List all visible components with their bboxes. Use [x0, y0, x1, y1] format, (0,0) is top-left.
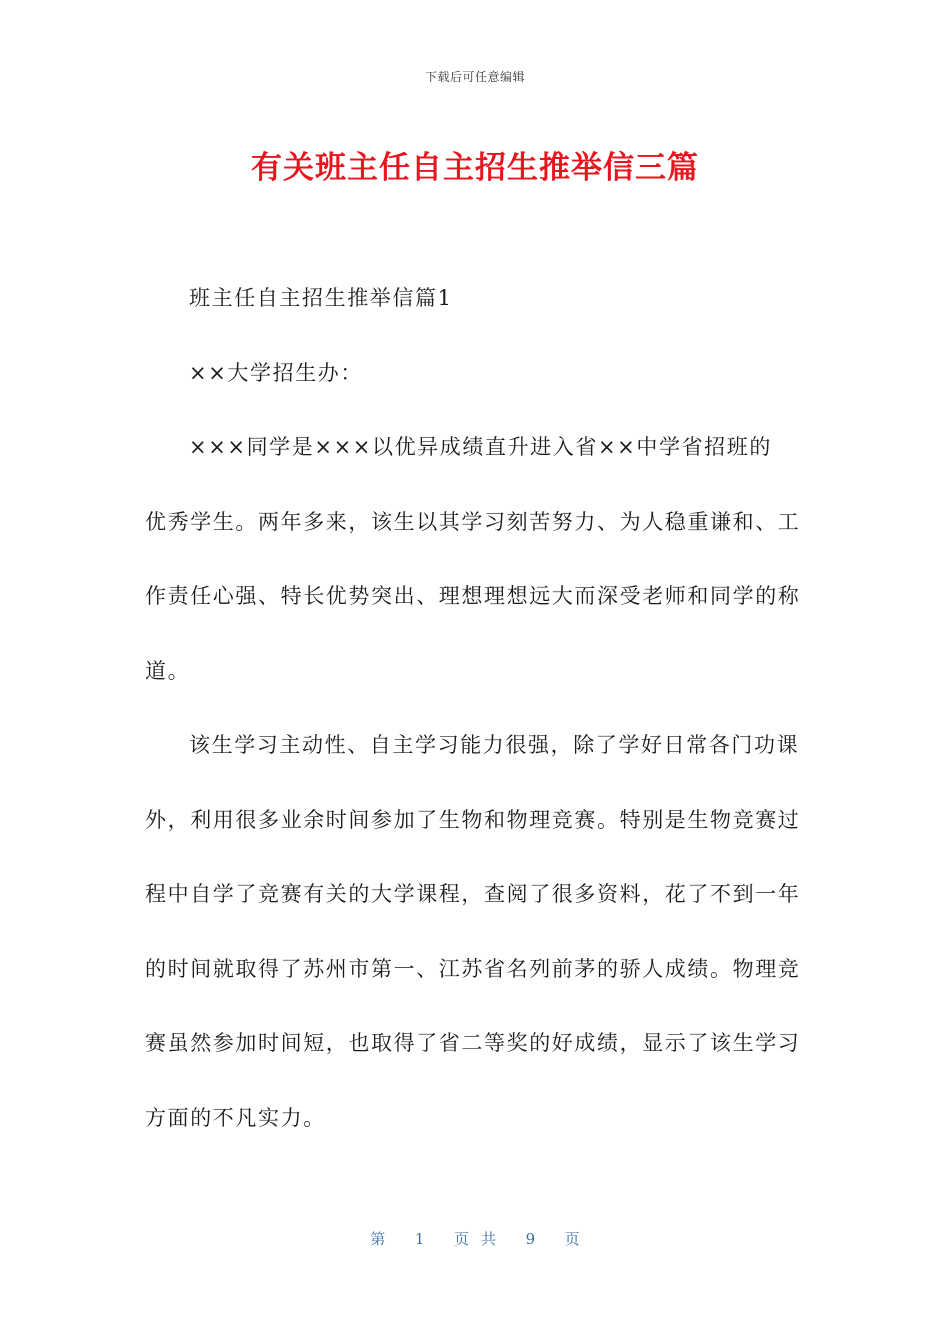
body-line: 作责任心强、特长优势突出、理想理想远大而深受老师和同学的称: [145, 584, 801, 608]
footer-middle: 页共: [453, 1230, 508, 1248]
footer-suffix: 页: [564, 1230, 580, 1248]
body-line: 外，利用很多业余时间参加了生物和物理竞赛。特别是生物竞赛过: [145, 807, 801, 832]
body-line: 赛虽然参加时间短，也取得了省二等奖的好成绩，显示了该生学习: [145, 1031, 801, 1055]
body-line: 道。: [145, 658, 191, 683]
footer-prefix: 第: [370, 1230, 386, 1248]
body-line: 优秀学生。两年多来，该生以其学习刻苦努力、为人稳重谦和、工: [145, 509, 801, 534]
body-line: 班主任自主招生推举信篇1: [189, 286, 453, 310]
footer-total-pages: 9: [525, 1230, 536, 1248]
footer-current-page: 1: [414, 1230, 425, 1248]
body-line: 程中自学了竞赛有关的大学课程，查阅了很多资料，花了不到一年: [145, 882, 801, 906]
page-footer: [0, 1228, 950, 1249]
document-title: 有关班主任自主招生推举信三篇: [251, 150, 699, 186]
body-line: 该生学习主动性、自主学习能力很强，除了学好日常各门功课: [189, 733, 800, 757]
document-body: [145, 261, 801, 1155]
body-line: 方面的不凡实力。: [145, 1105, 326, 1130]
body-line: ×××同学是×××以优异成绩直升进入省××中学省招班的: [189, 435, 772, 459]
body-line: ××大学招生办：: [189, 360, 363, 385]
header-note: 下载后可任意编辑: [424, 70, 525, 84]
body-line: 的时间就取得了苏州市第一、江苏省名列前茅的骄人成绩。物理竞: [145, 956, 801, 981]
